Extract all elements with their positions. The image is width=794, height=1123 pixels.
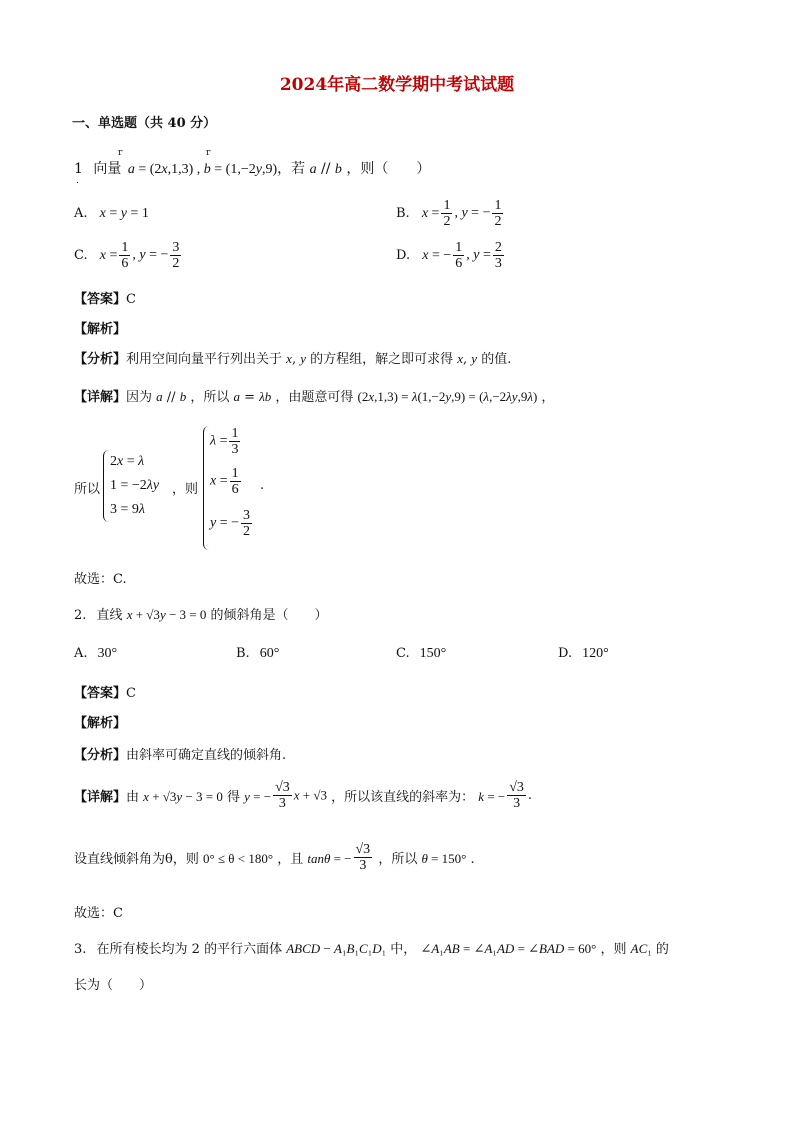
option-a[interactable]: A. x = y = 1 — [74, 206, 149, 221]
option-text: 120° — [582, 646, 609, 661]
vector-arrow-mark: r — [118, 148, 123, 158]
xiangjie-label: 【详解】 — [74, 790, 127, 805]
question-1-stem — [74, 158, 430, 178]
system-1: 2x = λ 1 = −2λy 3 = 9λ — [110, 454, 160, 517]
analysis-label: 【解析】 — [74, 322, 127, 337]
q2-option-c[interactable]: C. 150° — [396, 646, 447, 661]
page-title: 2024年高二数学期中考试试题 — [279, 75, 515, 95]
option-key: A. — [74, 206, 88, 221]
q2-line2: 设直线倾斜角为θ，则 0° ≤ θ < 180° ，且 tanθ = − $\frac{√3}{3}$ ，所以 θ = 150° . — [74, 842, 475, 873]
fenxi-row: 【分析】利用空间向量平行列出关于 x, y 的方程组，解之即可求得 x, y 的值. — [74, 351, 512, 367]
q2-conclusion: 故选：C — [74, 906, 123, 921]
question-1-number: 1 — [74, 161, 83, 177]
section-heading: 一、单选题（共 40 分） — [72, 116, 217, 131]
brace — [103, 450, 110, 522]
option-key: C. — [74, 248, 88, 263]
option-text: 60° — [259, 646, 280, 661]
option-d[interactable]: D. x = − $\frac{1}{6}$ , y = $\frac{2}{3}$ — [396, 240, 502, 271]
question-3-line1: 3. 在所有棱长均为 2 的平行六面体 ABCD − A₁B₁C₁D₁ 中， ∠A₁AB = ∠A₁AD = ∠BAD = 60° ，则 AC₁ 的 — [74, 941, 669, 957]
q1-conclusion: 故选：C. — [74, 572, 127, 587]
option-key: D. — [396, 248, 411, 263]
brace — [203, 426, 210, 550]
fenxi-label: 【分析】 — [74, 352, 127, 367]
option-text: 30° — [97, 646, 118, 661]
dot-mark: . — [76, 176, 79, 186]
q2-option-b[interactable]: B. 60° — [236, 646, 280, 661]
question-1-expr: a = (2x,1,3) , b = (1,−2y,9) — [127, 162, 278, 177]
question-1-stem-post: ，若 a // b ，则（ ） — [277, 161, 431, 177]
q2-option-d[interactable]: D. 120° — [558, 646, 609, 661]
question-3-line2: 长为（ ） — [74, 978, 153, 993]
question-1-stem-pre: 向量 — [93, 161, 122, 177]
option-text: 150° — [419, 646, 447, 661]
so-label: 所以 — [74, 482, 101, 497]
system-2: λ = $\frac{1}{3}$ x = $\frac{1}{6}$ y = − $\frac{3}{2}$ — [210, 426, 251, 539]
xiangjie-label: 【详解】 — [74, 390, 127, 405]
analysis-label: 【解析】 — [74, 716, 127, 731]
question-3-number: 3. — [74, 942, 87, 957]
q2-answer-row — [74, 682, 136, 701]
q2-xiangjie-row: 【详解】由 x + √3y − 3 = 0 得 y = − $\frac{√3}{3}$ x + √3 ，所以该直线的斜率为： k = − $\frac{√3}{3}$ . — [74, 780, 533, 811]
answer-value: C — [126, 292, 136, 307]
answer-label: 【答案】 — [74, 292, 127, 307]
q2-option-a[interactable]: A. 30° — [74, 646, 118, 661]
answer-value: C — [126, 686, 136, 701]
question-2-number: 2. — [74, 608, 87, 623]
answer-label: 【答案】 — [74, 686, 127, 701]
option-c[interactable]: C. x = $\frac{1}{6}$ , y = − $\frac{3}{2}$ — [74, 240, 180, 271]
option-key: B. — [396, 206, 410, 221]
period: . — [260, 478, 265, 493]
answer-row — [74, 288, 136, 307]
vector-arrow-mark: r — [206, 148, 211, 158]
xiangjie-row: 【详解】因为 a // b ，所以 a = λb ，由题意可得 (2x,1,3) = λ(1,−2y,9) = (λ,−2λy,9λ) ， — [74, 389, 555, 405]
question-2-stem: 2. 直线 x + √3y − 3 = 0 的倾斜角是（ ） — [74, 607, 328, 623]
option-b[interactable]: B. x = $\frac{1}{2}$ , y = − $\frac{1}{2}$ — [396, 198, 502, 229]
fenxi-label: 【分析】 — [74, 748, 127, 763]
then-label: ，则 — [172, 482, 199, 497]
q2-fenxi-row — [74, 744, 286, 763]
fenxi-text: 由斜率可确定直线的倾斜角. — [126, 748, 287, 763]
